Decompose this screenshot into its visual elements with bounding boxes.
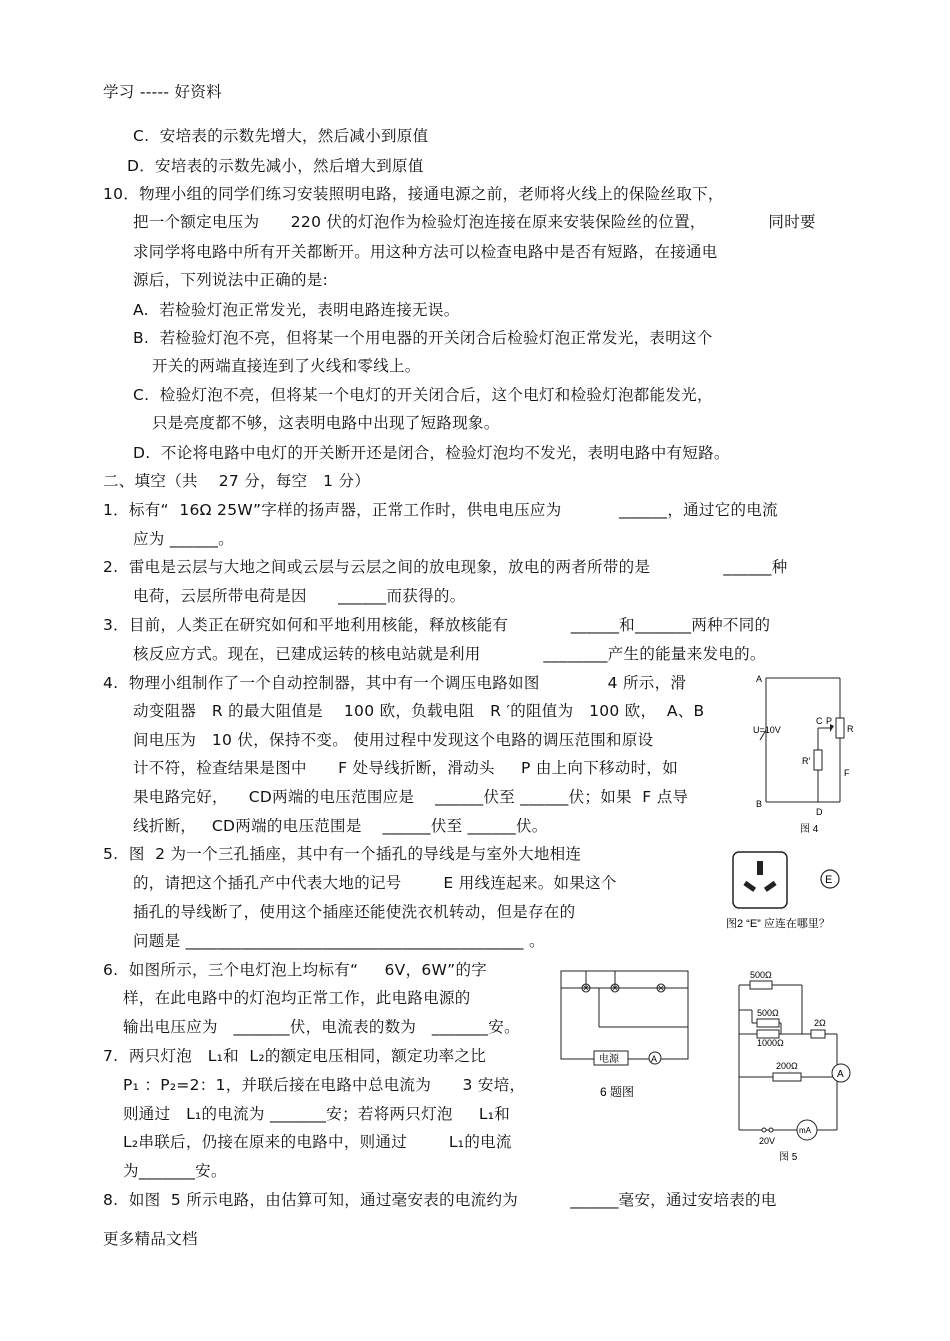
q7-line2: P₁ ：P₂=2：1，并联后接在电路中总电流为 3 安培， [123,1076,526,1094]
fig5-ammeter-label: A [837,1069,844,1080]
fig4-label-d: D [816,807,823,817]
q10-line2: 把一个额定电压为 220 伏的灯泡作为检验灯泡连接在原来安装保险丝的位置， 同时要 [133,213,816,231]
q5-line2: 的，请把这个插孔产中代表大地的记号 E 用线连起来。如果这个 [133,874,617,892]
section-fill-blank: 二、填空（共 27 分，每空 1 分） [103,472,371,490]
q6-line2: 样，在此电路中的灯泡均正常工作，此电路电源的 [123,989,471,1007]
q10-option-b: B. 若检验灯泡不亮，但将某一个用电器的开关闭合后检验灯泡正常发光，表明这个 [133,329,713,347]
q4-line5: 果电路完好， CD两端的电压范围应是 ______伏至 ______伏；如果 F 点导 [133,788,689,806]
fig4-label-u: U=10V [753,725,781,735]
fig2-caption: 图2 “E” 应连在哪里？ [726,918,830,930]
q4-line2: 动变阻器 R 的最大阻值是 100 欧，负载电阻 R ′的阻值为 100 欧， A、B [133,702,705,720]
fig6-caption: 6 题图 [600,1085,635,1099]
q7-line1: 7. 两只灯泡 L₁和 L₂的额定电压相同，额定功率之比 [103,1047,487,1065]
fig5-r1-label: 500Ω [750,970,772,980]
q10-line3: 求同学将电路中所有开关都断开。用这种方法可以检查电路中是否有短路，在接通电 [133,243,718,261]
q3-line1: 3．目前，人类正在研究如何和平地利用核能，释放核能有 ______和_______两种不同的 [103,616,771,634]
fig2-label-e: E [825,874,833,886]
q10-line1: 10．物理小组的同学们练习安装照明电路，接通电源之前，老师将火线上的保险丝取下， [103,185,724,203]
q4-line6: 线折断， CD两端的电压范围是 ______伏至 ______伏。 [133,817,548,835]
fig4-label-f: F [844,768,850,778]
fig4-caption: 图 4 [800,824,819,835]
q10-option-c-cont: 只是亮度都不够，这表明电路中出现了短路现象。 [152,414,500,432]
fig4-label-b: B [756,799,763,809]
fig4-label-c: C [816,716,823,726]
q7-line5: 为_______安。 [123,1162,227,1180]
fig4-label-p: P [826,716,833,726]
q4-line1: 4. 物理小组制作了一个自动控制器，其中有一个调压电路如图 4 所示，滑 [103,674,687,692]
figure-4-circuit [748,670,863,840]
q10-option-c: C. 检验灯泡不亮，但将某一个电灯的开关闭合后，这个电灯和检验灯泡都能发光， [133,386,713,404]
q4-line4: 计不符，检查结果是图中 F 处导线折断，滑动头 P 由上向下移动时，如 [133,759,679,777]
fig5-r4-label: 2Ω [814,1018,826,1028]
q7-line4: L₂串联后，仍接在原来的电路中，则通过 L₁的电流 [123,1133,512,1151]
fig4-label-a: A [756,674,763,684]
q6-line3: 输出电压应为 _______伏，电流表的数为 _______安。 [123,1018,520,1036]
fig5-milliammeter-label: mA [799,1126,811,1135]
q10-line4: 源后，下列说法中正确的是: [133,271,329,289]
q10-option-a: A. 若检验灯泡正常发光，表明电路连接无误。 [133,301,460,319]
fig4-label-rprime: R' [802,756,811,766]
fig6-ammeter-label: A [651,1054,658,1064]
q7-line3: 则通过 L₁的电流为 _______安；若将两只灯泡 L₁和 [123,1105,511,1123]
q1-line1: 1．标有“ 16Ω 25W”字样的扬声器，正常工作时，供电电压应为 ______，通过它的电流 [103,501,778,519]
q10-option-d: D. 不论将电路中电灯的开关断开还是闭合，检验灯泡均不发光，表明电路中有短路。 [133,444,730,462]
page-header: 学习 ----- 好资料 [103,83,222,101]
q8-line1: 8. 如图 5 所示电路，由估算可知，通过毫安表的电流约为 ______毫安，通过安培表的电 [103,1191,777,1209]
q5-line3: 插孔的导线断了，使用这个插座还能使洗衣机转动，但是存在的 [133,903,576,921]
fig6-source-label: 电源 [599,1054,619,1065]
figure-5-circuit [733,968,858,1163]
q6-line1: 6. 如图所示，三个电灯泡上均标有“ 6V，6W”的字 [103,961,488,979]
q10-option-b-cont: 开关的两端直接连到了火线和零线上。 [152,357,421,375]
figure-2-socket [724,848,889,936]
q3-line2: 核反应方式。现在，已建成运转的核电站就是利用 ________产生的能量来发电的。 [133,645,766,663]
fig5-r5-label: 200Ω [776,1061,798,1071]
q2-line2: 电荷，云层所带电荷是因 ______而获得的。 [133,587,466,605]
q5-line1: 5. 图 2 为一个三孔插座，其中有一个插孔的导线是与室外大地相连 [103,845,582,863]
fig5-r2-label: 500Ω [757,1008,779,1018]
fig5-r3-label: 1000Ω [757,1038,784,1048]
page-footer: 更多精品文档 [103,1230,198,1248]
q4-line3: 间电压为 10 伏，保持不变。 使用过程中发现这个电路的调压范围和原设 [133,731,654,749]
q5-line4: 问题是 __________________________________________ 。 [133,932,545,950]
fig5-voltage-label: 20V [759,1136,776,1146]
option-d: D．安培表的示数先减小，然后增大到原值 [127,157,424,175]
option-c: C. 安培表的示数先增大，然后减小到原值 [133,127,429,145]
q1-line2: 应为 ______。 [133,530,234,548]
q2-line1: 2. 雷电是云层与大地之间或云层与云层之间的放电现象，放电的两者所带的是 ______种 [103,558,788,576]
figure-6-circuit [558,965,698,1107]
fig4-label-r: R [847,724,854,734]
fig5-caption: 图 5 [779,1152,798,1163]
